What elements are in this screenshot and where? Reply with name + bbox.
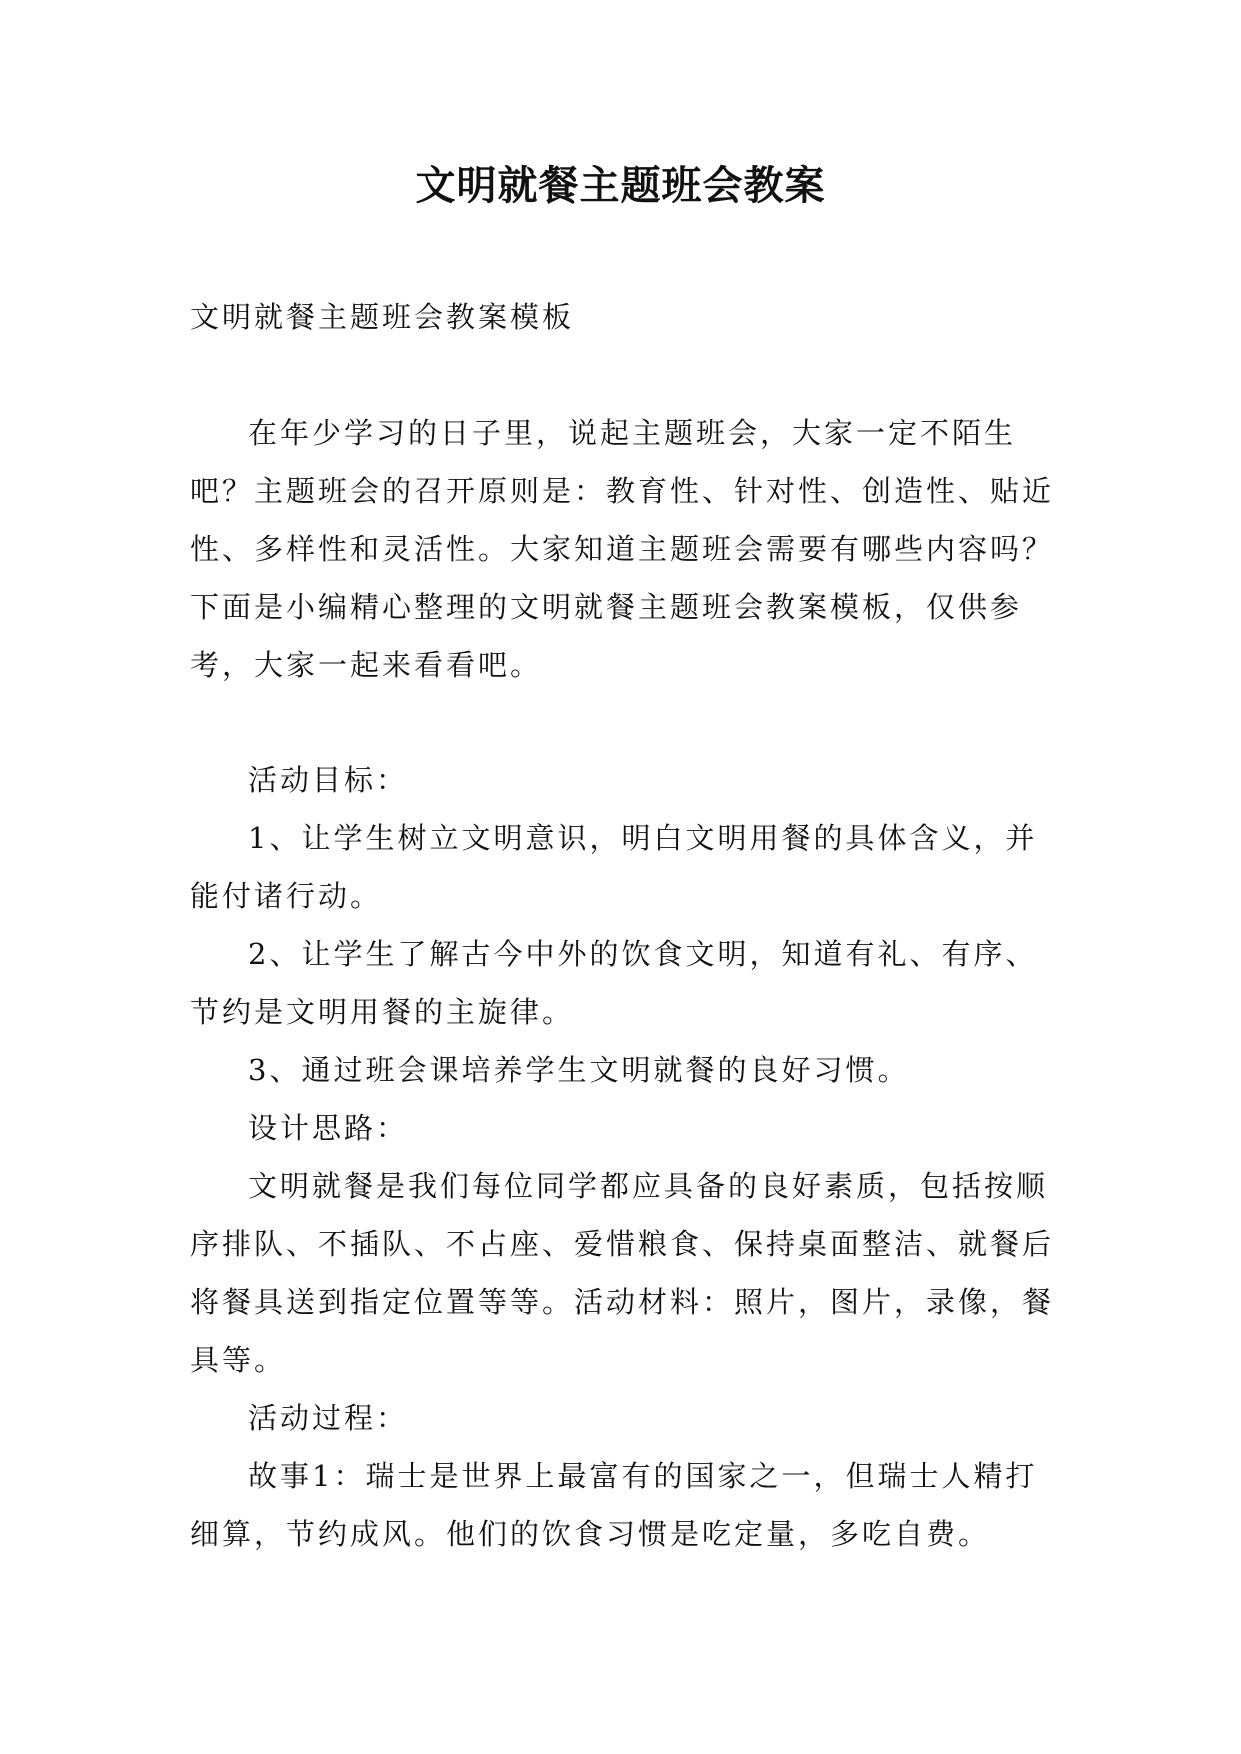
lesson-plan-content bbox=[190, 751, 1060, 1563]
goal-item-1: 1、让学生树立文明意识，明白文明用餐的具体含义，并能付诸行动。 bbox=[190, 821, 1038, 913]
goal-item-3: 3、通过班会课培养学生文明就餐的良好习惯。 bbox=[248, 1053, 910, 1087]
story-1-paragraph: 故事1：瑞士是世界上最富有的国家之一，但瑞士人精打细算，节约成风。他们的饮食习惯是吃定量，多吃自费。 bbox=[190, 1459, 1038, 1551]
design-idea-heading: 设计思路： bbox=[248, 1111, 409, 1145]
activity-goals-heading: 活动目标： bbox=[248, 763, 409, 797]
document-title: 文明就餐主题班会教案 bbox=[415, 163, 826, 209]
subtitle-text: 文明就餐主题班会教案模板 bbox=[190, 300, 575, 334]
design-idea-paragraph: 文明就餐是我们每位同学都应具备的良好素质，包括按顺序排队、不插队、不占座、爱惜粮食、保持桌面整洁、就餐后将餐具送到指定位置等等。活动材料：照片，图片，录像，餐具等。 bbox=[190, 1169, 1055, 1377]
activity-process-heading: 活动过程： bbox=[248, 1401, 409, 1435]
document-subtitle bbox=[190, 288, 1060, 346]
goal-item-2: 2、让学生了解古今中外的饮食文明，知道有礼、有序、节约是文明用餐的主旋律。 bbox=[190, 937, 1038, 1029]
intro-paragraph: 在年少学习的日子里，说起主题班会，大家一定不陌生吧？主题班会的召开原则是：教育性、针对性、创造性、贴近性、多样性和灵活性。大家知道主题班会需要有哪些内容吗？下面是小编精心整理的文明就餐主题班会教案模板，仅供参考，大家一起来看看吧。 bbox=[190, 416, 1055, 682]
intro-paragraph-block bbox=[190, 404, 1060, 694]
